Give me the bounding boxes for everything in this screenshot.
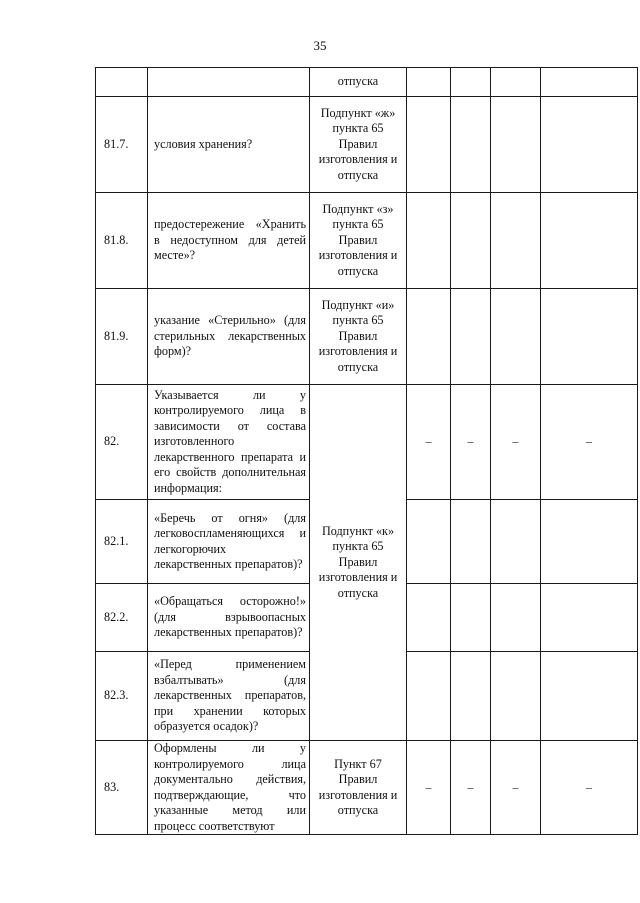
question-text: указание «Стерильно» (для стерильных лекарственных форм)?: [148, 289, 310, 385]
question-text: «Беречь от огня» (для легковоспламеняющихся и легкогорючих лекарственных препаратов)?: [148, 500, 310, 584]
row-number: 82.: [96, 385, 148, 500]
answer-yes-cell: –: [407, 385, 451, 500]
table-row: [96, 97, 638, 193]
note-cell: [541, 97, 638, 193]
answer-na-cell: [491, 652, 541, 741]
question-text: предостережение «Хранить в недоступном для детей месте»?: [148, 193, 310, 289]
answer-na-cell: [491, 97, 541, 193]
note-cell: –: [541, 385, 638, 500]
question-text: Указывается ли у контролируемого лица в зависимости от состава изготовленного лекарственного препарата и его свойств дополнительная информация:: [148, 385, 310, 500]
row-number: 81.9.: [96, 289, 148, 385]
row-number: 81.8.: [96, 193, 148, 289]
checklist-table: [95, 67, 638, 835]
row-number: 83.: [96, 741, 148, 835]
note-cell: [541, 289, 638, 385]
question-text: «Обращаться осторожно!» (для взрывоопасных лекарственных препаратов)?: [148, 584, 310, 652]
answer-na-cell: [491, 500, 541, 584]
answer-no-cell: [451, 97, 491, 193]
row-number: 81.7.: [96, 97, 148, 193]
legal-reference: Подпункт «к» пункта 65 Правил изготовления и отпуска: [310, 385, 407, 741]
row-number: 82.1.: [96, 500, 148, 584]
answer-yes-cell: [407, 584, 451, 652]
answer-yes-cell: [407, 68, 451, 97]
question-text: условия хранения?: [148, 97, 310, 193]
answer-na-cell: [491, 68, 541, 97]
page-number: 35: [313, 38, 327, 53]
answer-na-cell: –: [491, 385, 541, 500]
table-row: [96, 289, 638, 385]
legal-reference: Подпункт «ж» пункта 65 Правил изготовления и отпуска: [310, 97, 407, 193]
note-cell: –: [541, 741, 638, 835]
answer-yes-cell: [407, 289, 451, 385]
legal-reference: отпуска: [310, 68, 407, 97]
answer-no-cell: –: [451, 741, 491, 835]
legal-reference: Подпункт «и» пункта 65 Правил изготовления и отпуска: [310, 289, 407, 385]
answer-yes-cell: [407, 500, 451, 584]
row-number: 82.2.: [96, 584, 148, 652]
note-cell: [541, 584, 638, 652]
answer-no-cell: [451, 584, 491, 652]
note-cell: [541, 68, 638, 97]
answer-no-cell: [451, 193, 491, 289]
question-text: «Перед применением взбалтывать» (для лекарственных препаратов, при хранении которых образуется осадок)?: [148, 652, 310, 741]
answer-na-cell: [491, 584, 541, 652]
row-number: 82.3.: [96, 652, 148, 741]
question-text: [148, 68, 310, 97]
table-row: [96, 385, 638, 500]
answer-yes-cell: [407, 652, 451, 741]
note-cell: [541, 652, 638, 741]
answer-no-cell: [451, 68, 491, 97]
table-row: [96, 741, 638, 835]
answer-yes-cell: [407, 97, 451, 193]
legal-reference: Пункт 67 Правил изготовления и отпуска: [310, 741, 407, 835]
answer-yes-cell: [407, 193, 451, 289]
answer-no-cell: [451, 652, 491, 741]
answer-no-cell: [451, 289, 491, 385]
answer-na-cell: –: [491, 741, 541, 835]
answer-yes-cell: –: [407, 741, 451, 835]
legal-reference: Подпункт «з» пункта 65 Правил изготовления и отпуска: [310, 193, 407, 289]
note-cell: [541, 193, 638, 289]
answer-na-cell: [491, 289, 541, 385]
answer-na-cell: [491, 193, 541, 289]
row-number: [96, 68, 148, 97]
question-text: Оформлены ли у контролируемого лица документально действия, подтверждающие, что указанные метод или процесс соответствуют: [148, 741, 310, 835]
answer-no-cell: [451, 500, 491, 584]
table-row: [96, 193, 638, 289]
note-cell: [541, 500, 638, 584]
answer-no-cell: –: [451, 385, 491, 500]
table-row: [96, 68, 638, 97]
